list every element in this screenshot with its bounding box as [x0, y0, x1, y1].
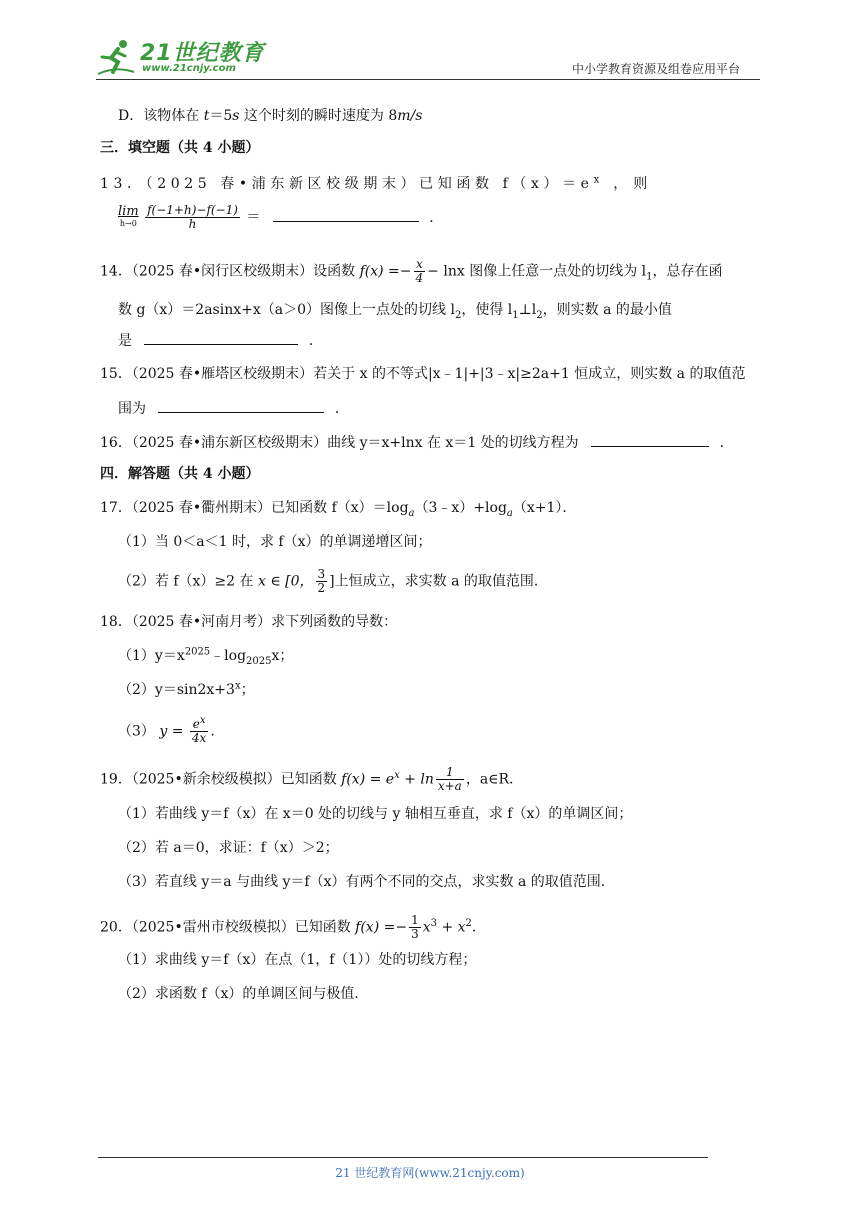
- answer-blank-13[interactable]: [273, 207, 419, 222]
- question-18: 18．（2025 春•河南月考）求下列函数的导数：: [100, 614, 398, 630]
- header-divider: [96, 79, 760, 80]
- question-17: 17．（2025 春•衢州期末）已知函数 $f(x)=\log_a(3﹣x)+\log_a(x+1)$．: [100, 500, 577, 519]
- footer-text: 21 世纪教育网(www.21cnjy.com): [335, 1166, 525, 1180]
- question-18-part2: $(2)y=\sin 2x+3^x$；: [118, 680, 255, 698]
- question-20-part2: （2）求函数 f（x）的单调区间与极值．: [118, 986, 369, 1002]
- question-13: 13．（2025 春•浦东新区校级期末）已知函数 $f(x)=e^x$ ，则: [100, 174, 654, 192]
- question-13-limit: lim h→0 $\frac{f(-1+h)-f(-1)}{h}$ ＝ ．: [118, 203, 444, 231]
- answer-blank-15[interactable]: [158, 398, 324, 413]
- question-16: 16．（2025 春•浦东新区校级期末）曲线 y＝x+lnx 在 x＝1 处的切线方程为 ．: [100, 432, 734, 453]
- question-19-part1: （1）若曲线 y＝f（x）在 x＝0 处的切线与 y 轴相互垂直，求 f（x）的单调区间；: [118, 806, 633, 822]
- section-heading-solution: 四．解答题（共 4 小题）: [100, 466, 260, 482]
- logo-text: 21世纪教育: [140, 41, 265, 66]
- option-d: D．该物体在 t＝5s 这个时刻的瞬时速度为 8m/s: [118, 108, 423, 124]
- answer-blank-14[interactable]: [144, 330, 298, 345]
- question-14: 14．（2025 春•闵行区校级期末）设函数 f(x) =− $\frac{x}{4}$ − lnx 图像上任意一点处的切线为 $l_1$，总存在函: [100, 257, 723, 285]
- answer-blank-16[interactable]: [591, 432, 709, 447]
- question-17-part2: （2）若 f（x）≥2 在 x ∈ [0， $\frac{3}{2}$ ]上恒成立，求实数 a 的取值范围．: [118, 567, 548, 595]
- question-17-part1: （1）当 0＜a＜1 时，求 f（x）的单调递增区间；: [118, 534, 432, 550]
- runner-logo-icon: [96, 38, 136, 78]
- header-platform-text: 中小学教育资源及组卷应用平台: [572, 62, 741, 76]
- question-19: 19．（2025•新余校级模拟）已知函数 $f(x) = e^x + \ln$ $\frac{1}{x+a}$ ，a∈R．: [100, 765, 524, 793]
- question-15-line2: 围为 ．: [118, 398, 349, 419]
- section-heading-fill-in: 三．填空题（共 4 小题）: [100, 140, 260, 156]
- footer-divider: [98, 1157, 708, 1158]
- question-14-line3: 是 ．: [118, 330, 323, 351]
- question-20: 20．（2025•雷州市校级模拟）已知函数 f(x) =− $\frac{1}{3}$ $x^3 + x^2$.: [100, 913, 477, 941]
- question-18-part3: （3） y = $\frac{e^x}{4x}$ .: [118, 715, 215, 745]
- question-19-part2: （2）若 a＝0，求证：f（x）＞2；: [118, 840, 339, 856]
- question-14-line2: 数 g（x）＝2asinx+x（a＞0）图像上一点处的切线 $l_2$，使得 $l_1\perp l_2$，则实数 a 的最小值: [118, 302, 672, 321]
- question-15: 15．（2025 春•雁塔区校级期末）若关于 x 的不等式|x﹣1|+|3﹣x|≥2a+1 恒成立，则实数 a 的取值范: [100, 366, 746, 382]
- question-20-part1: （1）求曲线 y＝f（x）在点（1，f（1））处的切线方程；: [118, 952, 477, 968]
- question-19-part3: （3）若直线 y＝a 与曲线 y＝f（x）有两个不同的交点，求实数 a 的取值范围．: [118, 874, 615, 890]
- site-logo: [96, 36, 266, 80]
- logo-url: www.21cnjy.com: [142, 63, 236, 74]
- question-18-part1: $(1)y=x^{2025}﹣\log_{2025}x$；: [118, 646, 294, 667]
